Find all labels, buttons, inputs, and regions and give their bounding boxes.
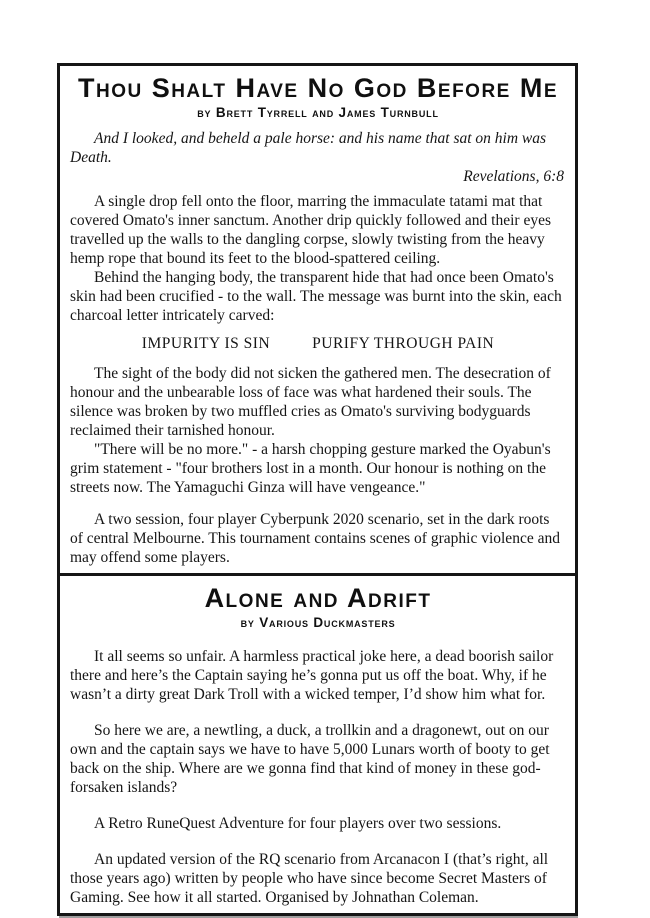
paragraph: A single drop fell onto the floor, marring the immaculate tatami mat that covered Omato's inner sanctum. Another drip quickly followed and their eyes travelled up the walls to the dangling corpse, slowly twisting from the heavy hemp rope that bound its feet to the blood-spattered ceiling. (70, 193, 552, 268)
scenario-body (70, 129, 566, 567)
scenario-title: Thou Shalt Have No God Before Me (77, 73, 559, 103)
scenario-body (70, 647, 566, 907)
epigraph-attribution: Revelations, 6:8 (463, 168, 564, 186)
epigraph-quote: And I looked, and beheld a pale horse: and his name that sat on him was Death. (70, 130, 547, 167)
paragraph: The sight of the body did not sicken the gathered men. The desecration of honour and the unbearable loss of face was what hardened their souls. The silence was broken by two muffled cries as Omato's surviving bodyguards reclaimed their tarnished honour. (70, 365, 551, 440)
scenario-card-thou-shalt (57, 63, 578, 576)
carved-message-right: PURIFY THROUGH PAIN (312, 335, 495, 353)
paragraph: An updated version of the RQ scenario from Arcanacon I (that’s right, all those years ago) written by people who have since become Secret Masters of Gaming. See how it all started. Organised by Johnathan Coleman. (70, 851, 549, 907)
scenario-summary-paragraph: A two session, four player Cyberpunk 2020 scenario, set in the dark roots of central Melbourne. This tournament contains scenes of graphic violence and may offend some players. (70, 511, 560, 567)
paragraph: A Retro RuneQuest Adventure for four players over two sessions. (94, 815, 502, 833)
scenario-title: Alone and Adrift (204, 583, 432, 613)
paragraph: "There will be no more." - a harsh chopping gesture marked the Oyabun's grim statement - "four brothers lost in a month. Our honour is nothing on the streets now. The Yamaguchi Ginza will have vengeance." (70, 441, 551, 497)
paragraph: So here we are, a newtling, a duck, a trollkin and a dragonewt, out on our own and the captain says we have to have 5,000 Lunars worth of booty to get back on the ship. Where are we gonna find that kind of money in these god-forsaken islands? (70, 722, 550, 797)
carved-message-line (70, 334, 566, 353)
carved-message-left: IMPURITY IS SIN (141, 335, 271, 353)
paragraph: Behind the hanging body, the transparent hide that had once been Omato's skin had been crucified - to the wall. The message was burnt into the skin, each charcoal letter intricately carved: (70, 269, 562, 325)
scenario-card-alone-adrift (57, 573, 578, 916)
paragraph: It all seems so unfair. A harmless practical joke here, a dead boorish sailor there and here’s the Captain saying he’s gonna put us off the boat. Why, if he wasn’t a dirty great Dark Troll with a wicked temper, I’d show him what for. (70, 648, 554, 704)
scenario-byline: by Various Duckmasters (240, 615, 396, 631)
scenario-byline: by Brett Tyrrell and James Turnbull (197, 105, 439, 121)
